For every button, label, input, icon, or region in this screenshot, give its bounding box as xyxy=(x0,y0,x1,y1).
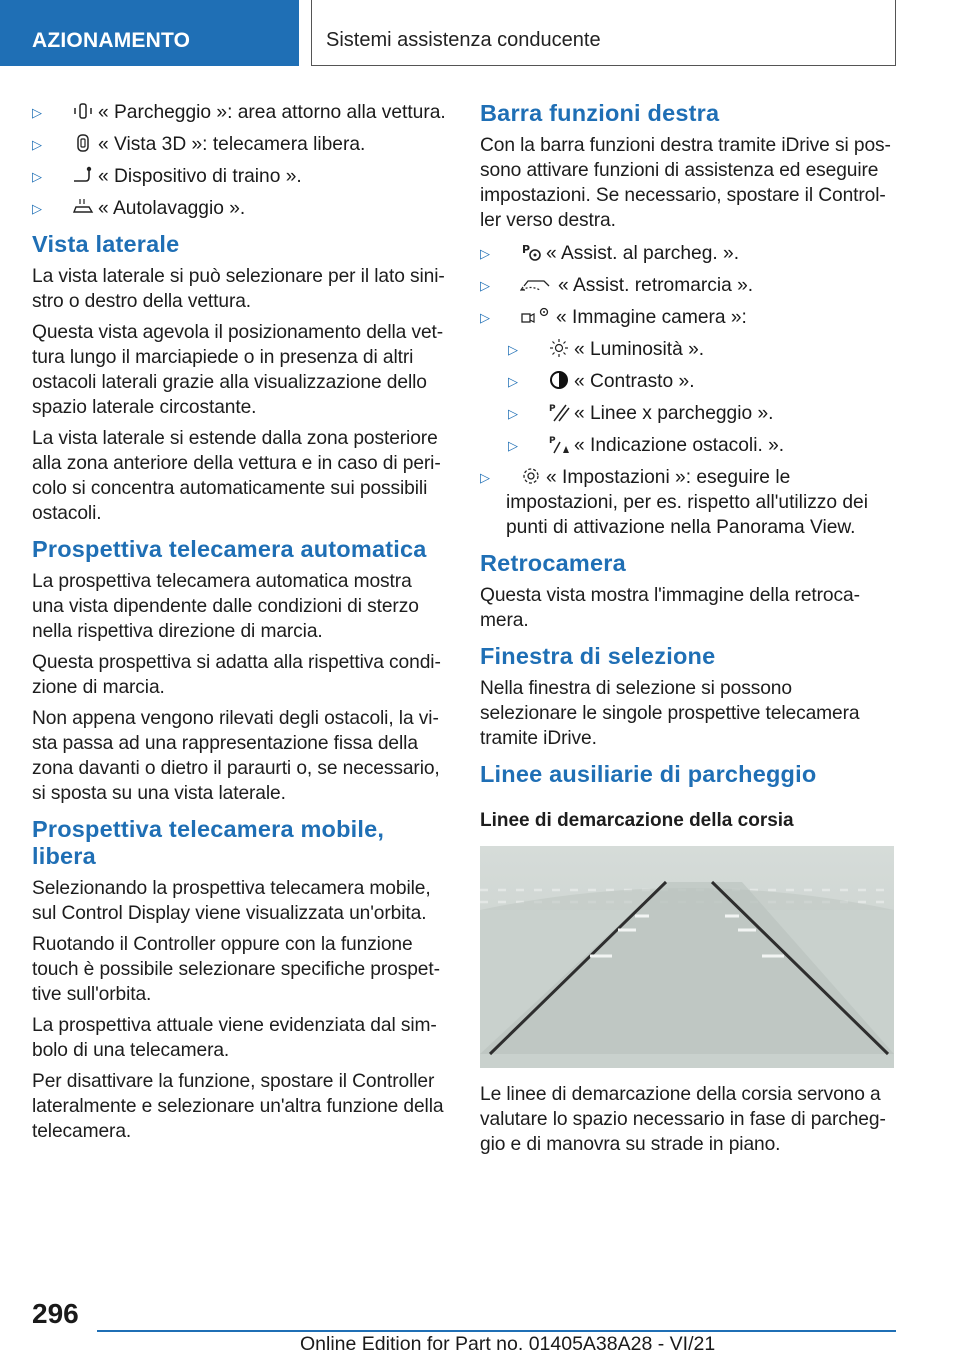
reversing-assist-icon xyxy=(520,274,554,294)
item-text: « Autolavaggio ». xyxy=(98,198,246,219)
parking-area-icon xyxy=(72,101,94,121)
list-item xyxy=(32,100,446,125)
heading-mobile-camera: Prospettiva telecamera mobile, libera xyxy=(32,816,385,869)
list-item xyxy=(480,465,894,540)
list-item xyxy=(508,369,894,394)
function-list xyxy=(480,241,894,330)
list-item xyxy=(480,241,894,266)
right-column xyxy=(480,100,894,1163)
item-text: « Linee x parcheggio ». xyxy=(574,403,774,424)
bullet-triangle-icon: ▷ xyxy=(32,137,42,152)
bullet-triangle-icon: ▷ xyxy=(508,406,518,421)
car-wash-icon xyxy=(72,197,94,217)
bullet-triangle-icon: ▷ xyxy=(480,310,490,325)
camera-image-sublist xyxy=(508,337,894,458)
footer-divider xyxy=(97,1330,896,1332)
paragraph: Questa vista mostra l'immagine della retrocamera. xyxy=(480,585,860,631)
list-item xyxy=(508,433,894,458)
brightness-icon xyxy=(548,338,570,358)
bullet-triangle-icon: ▷ xyxy=(480,470,490,485)
heading-side-view: Vista laterale xyxy=(32,231,180,257)
item-text: « Impostazioni »: eseguire le impostazioni, per es. rispetto all'utilizzo dei punti di attivazione nella Panorama View. xyxy=(506,467,868,538)
paragraph: Le linee di demarcazione della corsia servono a valutare lo spazio necessario in fase di parcheggio e di manovra su strade in piano. xyxy=(480,1084,886,1155)
left-column xyxy=(32,100,446,1150)
page-number: 296 xyxy=(32,1298,79,1329)
obstacle-marking-icon xyxy=(548,434,570,454)
bullet-triangle-icon: ▷ xyxy=(32,201,42,216)
list-item xyxy=(32,196,446,221)
heading-parking-lines: Linee ausiliarie di parcheggio xyxy=(480,761,817,787)
chapter-tab: Sistemi assistenza conducente xyxy=(311,0,896,66)
list-item xyxy=(508,401,894,426)
paragraph: Per disattivare la funzione, spostare il Controller lateralmente e selezionare un'altra funzione della telecamera. xyxy=(32,1071,444,1142)
view-list xyxy=(32,100,446,221)
item-text: « Indicazione ostacoli. ». xyxy=(574,435,785,456)
paragraph: Nella finestra di selezione si possono selezionare le singole prospettive telecamera tramite iDrive. xyxy=(480,678,860,749)
list-item xyxy=(480,305,894,330)
heading-function-bar: Barra funzioni destra xyxy=(480,100,720,126)
item-text: « Vista 3D »: telecamera libera. xyxy=(98,134,366,155)
list-item xyxy=(32,132,446,157)
item-text: « Contrasto ». xyxy=(574,371,695,392)
heading-rear-camera: Retrocamera xyxy=(480,550,626,576)
bullet-triangle-icon: ▷ xyxy=(32,169,42,184)
paragraph: La prospettiva telecamera automatica mostra una vista dipendente dalle condizioni di sterzo nella rispettiva direzione di marcia. xyxy=(32,571,419,642)
edition-note: Online Edition for Part no. 01405A38A28 - VI/21 xyxy=(300,1333,716,1355)
paragraph: Selezionando la prospettiva telecamera mobile, sul Control Display viene visualizzata un'orbita. xyxy=(32,878,431,924)
settings-list xyxy=(480,465,894,540)
item-text: « Luminosità ». xyxy=(574,339,705,360)
heading-auto-camera: Prospettiva telecamera automatica xyxy=(32,536,427,562)
paragraph: Questa prospettiva si adatta alla rispettiva condizione di marcia. xyxy=(32,652,441,698)
paragraph: Con la barra funzioni destra tramite iDrive si possono attivare funzioni di assistenza ed eseguire impostazioni. Se necessario, spostare il Controller verso destra. xyxy=(480,135,891,231)
item-text: « Assist. al parcheg. ». xyxy=(546,243,740,264)
camera-settings-icon xyxy=(520,306,552,326)
lane-lines-illustration xyxy=(480,846,894,1068)
paragraph: Ruotando il Controller oppure con la funzione touch è possibile selezionare specifiche prospettive sull'orbita. xyxy=(32,934,440,1005)
list-item xyxy=(480,273,894,298)
bullet-triangle-icon: ▷ xyxy=(480,246,490,261)
parking-assist-icon xyxy=(520,242,542,262)
contrast-icon xyxy=(548,370,570,390)
tow-hitch-icon xyxy=(72,165,94,185)
bullet-triangle-icon: ▷ xyxy=(32,105,42,120)
section-tab: AZIONAMENTO xyxy=(0,0,299,66)
item-text: « Parcheggio »: area attorno alla vettura. xyxy=(98,102,446,123)
paragraph: Questa vista agevola il posizionamento della vettura lungo il marciapiede o in presenza di altri ostacoli laterali grazie alla visualizzazione dello spazio laterale circostante. xyxy=(32,322,444,418)
heading-selection-window: Finestra di selezione xyxy=(480,643,716,669)
bullet-triangle-icon: ▷ xyxy=(480,278,490,293)
subheading-lane-lines: Linee di demarcazione della corsia xyxy=(480,810,794,831)
svg-text:P: P xyxy=(522,243,531,256)
list-item xyxy=(32,164,446,189)
paragraph: La prospettiva attuale viene evidenziata dal simbolo di una telecamera. xyxy=(32,1015,437,1061)
svg-text:P: P xyxy=(549,436,556,446)
parking-lines-icon xyxy=(548,402,570,422)
svg-text:P: P xyxy=(549,404,556,414)
item-text: « Assist. retromarcia ». xyxy=(558,275,754,296)
item-text: « Immagine camera »: xyxy=(556,307,747,328)
paragraph: La vista laterale si può selezionare per il lato sinistro o destro della vettura. xyxy=(32,266,445,312)
paragraph: Non appena vengono rilevati degli ostacoli, la vista passa ad una rappresentazione fissa della zona davanti o dietro il paraurti o, se necessario, si sposta su una vista laterale. xyxy=(32,708,440,804)
settings-gear-icon xyxy=(520,466,542,486)
list-item xyxy=(508,337,894,362)
paragraph: La vista laterale si estende dalla zona posteriore alla zona anteriore della vettura e in caso di pericolo si concentra automaticamente sui possibili ostacoli. xyxy=(32,428,441,524)
page-header xyxy=(0,0,960,66)
item-text: « Dispositivo di traino ». xyxy=(98,166,302,187)
bullet-triangle-icon: ▷ xyxy=(508,374,518,389)
bullet-triangle-icon: ▷ xyxy=(508,438,518,453)
3d-view-icon xyxy=(72,133,94,153)
bullet-triangle-icon: ▷ xyxy=(508,342,518,357)
